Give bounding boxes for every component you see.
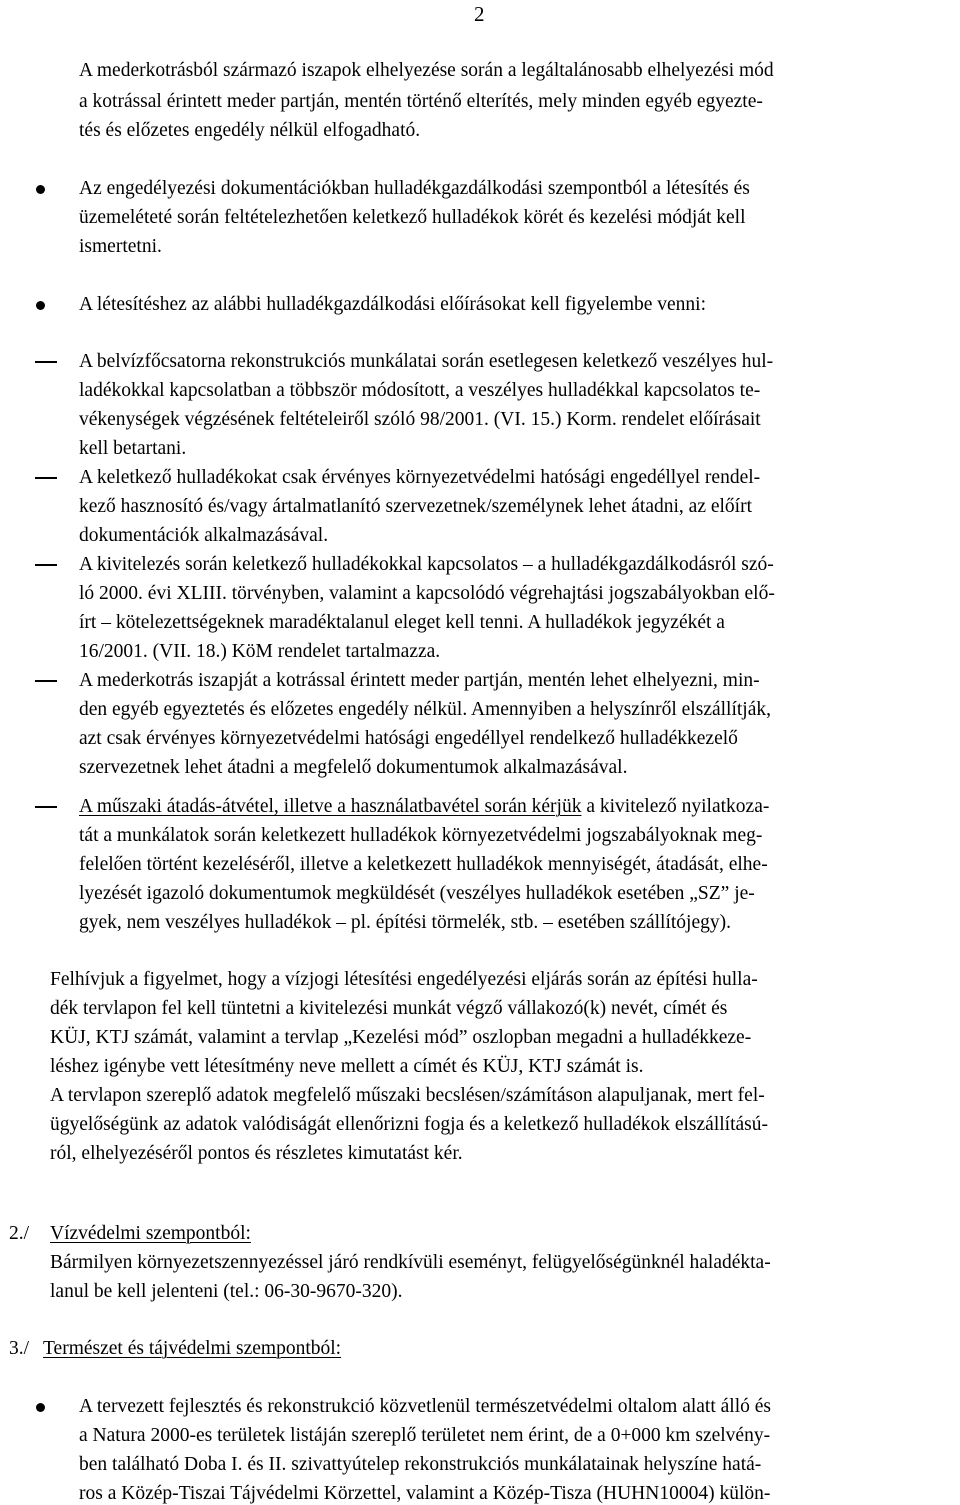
text-line: lyezését igazoló dokumentumok megküldését (veszélyes hulladékok esetében „SZ” je- — [79, 883, 755, 904]
text-line: dék tervlapon fel kell tüntetni a kivitelezési munkát végző vállakozó(k) nevét, címét és — [50, 998, 728, 1019]
text-line: 16/2001. (VII. 18.) KöM rendelet tartalmazza. — [79, 641, 441, 662]
text-line: Felhívjuk a figyelmet, hogy a vízjogi létesítési engedélyezési eljárás során az építési hulla- — [50, 969, 758, 990]
text-line: ismertetni. — [79, 236, 162, 257]
dash-icon — [35, 806, 57, 808]
dash-icon — [35, 564, 57, 566]
bullet-icon — [36, 1403, 45, 1412]
section-number: 2./ — [9, 1223, 30, 1244]
text-line — [79, 797, 769, 817]
bullet-icon — [36, 185, 45, 194]
text-line: szervezetnek lehet átadni a megfelelő dokumentumok alkalmazásával. — [79, 757, 628, 778]
text-line: dokumentációk alkalmazásával. — [79, 525, 329, 546]
text-line: A létesítéshez az alábbi hulladékgazdálkodási előírásokat kell figyelembe venni: — [79, 294, 707, 315]
text-line: kell betartani. — [79, 438, 187, 459]
text-line: den egyéb egyeztetés és előzetes engedély nélkül. Amennyiben a helyszínről elszállítják, — [79, 699, 771, 720]
text-line: vékenységek végzésének feltételeiről szóló 98/2001. (VI. 15.) Korm. rendelet előírásait — [79, 409, 761, 430]
text-line: ros a Közép-Tiszai Tájvédelmi Körzettel, valamint a Közép-Tisza (HUHN10004) külön- — [79, 1483, 771, 1504]
text-line: A mederkotrásból származó iszapok elhelyezése során a legáltalánosabb elhelyezési mód — [79, 60, 774, 81]
text-line: ügyelőségünk az adatok valódiságát ellenőrizni fogja és a keletkező hulladékok elszállítású- — [50, 1114, 768, 1135]
text-line: A belvízfőcsatorna rekonstrukciós munkálatai során esetlegesen keletkező veszélyes hul- — [79, 351, 774, 372]
dash-icon — [35, 361, 57, 363]
text-line: A tervlapon szereplő adatok megfelelő műszaki becslésen/számításon alapuljanak, mert fel- — [50, 1085, 765, 1106]
text-line: ladékokkal kapcsolatban a többször módosított, a veszélyes hulladékkal kapcsolatos te- — [79, 380, 761, 401]
text-line: A mederkotrás iszapját a kotrással érintett meder partján, mentén lehet elhelyezni, min- — [79, 670, 760, 691]
text-line: a Natura 2000-es területek listáján szereplő területet nem érint, de a 0+000 km szelvény- — [79, 1425, 771, 1446]
text-line: ló 2000. évi XLIII. törvényben, valamint a kapcsolódó végrehajtási jogszabályokban elő- — [79, 583, 775, 604]
text-line: ben található Doba I. és II. szivattyútelep rekonstrukciós munkálatainak helyszíne hatá- — [79, 1454, 762, 1475]
text-line: kező hasznosító és/vagy ártalmatlanító szervezetnek/személynek lehet átadni, az előírt — [79, 496, 753, 517]
text-line: A keletkező hulladékokat csak érvényes környezetvédelmi hatósági engedéllyel rendel- — [79, 467, 761, 488]
text-line: gyek, nem veszélyes hulladékok – pl. építési törmelék, stb. – esetében szállítójegy). — [79, 912, 731, 933]
page-number: 2 — [474, 2, 485, 26]
text-line: Az engedélyezési dokumentációkban hulladékgazdálkodási szempontból a létesítés és — [79, 178, 750, 199]
text-line: KÜJ, KTJ számát, valamint a tervlap „Kezelési mód” oszlopban megadni a hulladékkeze- — [50, 1027, 752, 1048]
section-title: Vízvédelmi szempontból: — [50, 1223, 251, 1244]
dash-icon — [35, 477, 57, 479]
text-fragment: a kivitelező nyilatkoza- — [581, 796, 770, 817]
text-line: felelően történt kezeléséről, illetve a keletkezett hulladékok mennyiségét, átadását, elhe- — [79, 854, 768, 875]
text-line: tés és előzetes engedély nélkül elfogadható. — [79, 120, 421, 141]
text-line: írt – kötelezettségeknek maradéktalanul eleget kell tenni. A hulladékok jegyzékét a — [79, 612, 725, 633]
text-line: lanul be kell jelenteni (tel.: 06-30-9670-320). — [50, 1281, 403, 1302]
text-line: A tervezett fejlesztés és rekonstrukció közvetlenül természetvédelmi oltalom alatt álló és — [79, 1396, 771, 1417]
text-line: üzemeléteté során feltételezhetően keletkező hulladékok körét és kezelési módját kell — [79, 207, 746, 228]
dash-icon — [35, 680, 57, 682]
text-line: Bármilyen környezetszennyezéssel járó rendkívüli eseményt, felügyelőségünknél haladékta- — [50, 1252, 771, 1273]
section-title: Természet és tájvédelmi szempontból: — [43, 1338, 342, 1359]
text-line: léshez igénybe vett létesítmény neve mellett a címét és KÜJ, KTJ számát is. — [50, 1056, 644, 1077]
bullet-icon — [36, 301, 45, 310]
underlined-phrase: A műszaki átadás-átvétel, illetve a használatbavétel során kérjük — [79, 796, 582, 817]
section-number: 3./ — [9, 1338, 30, 1359]
text-line: tát a munkálatok során keletkezett hulladékok környezetvédelmi jogszabályoknak meg- — [79, 825, 763, 846]
text-line: A kivitelezés során keletkező hulladékokkal kapcsolatos – a hulladékgazdálkodásról szó- — [79, 554, 774, 575]
text-line: a kotrással érintett meder partján, mentén történő elterítés, mely minden egyéb egyezte- — [79, 91, 763, 112]
text-line: azt csak érvényes környezetvédelmi hatósági engedéllyel rendelkező hulladékkezelő — [79, 728, 738, 749]
text-line: ról, elhelyezéséről pontos és részletes kimutatást kér. — [50, 1143, 463, 1164]
